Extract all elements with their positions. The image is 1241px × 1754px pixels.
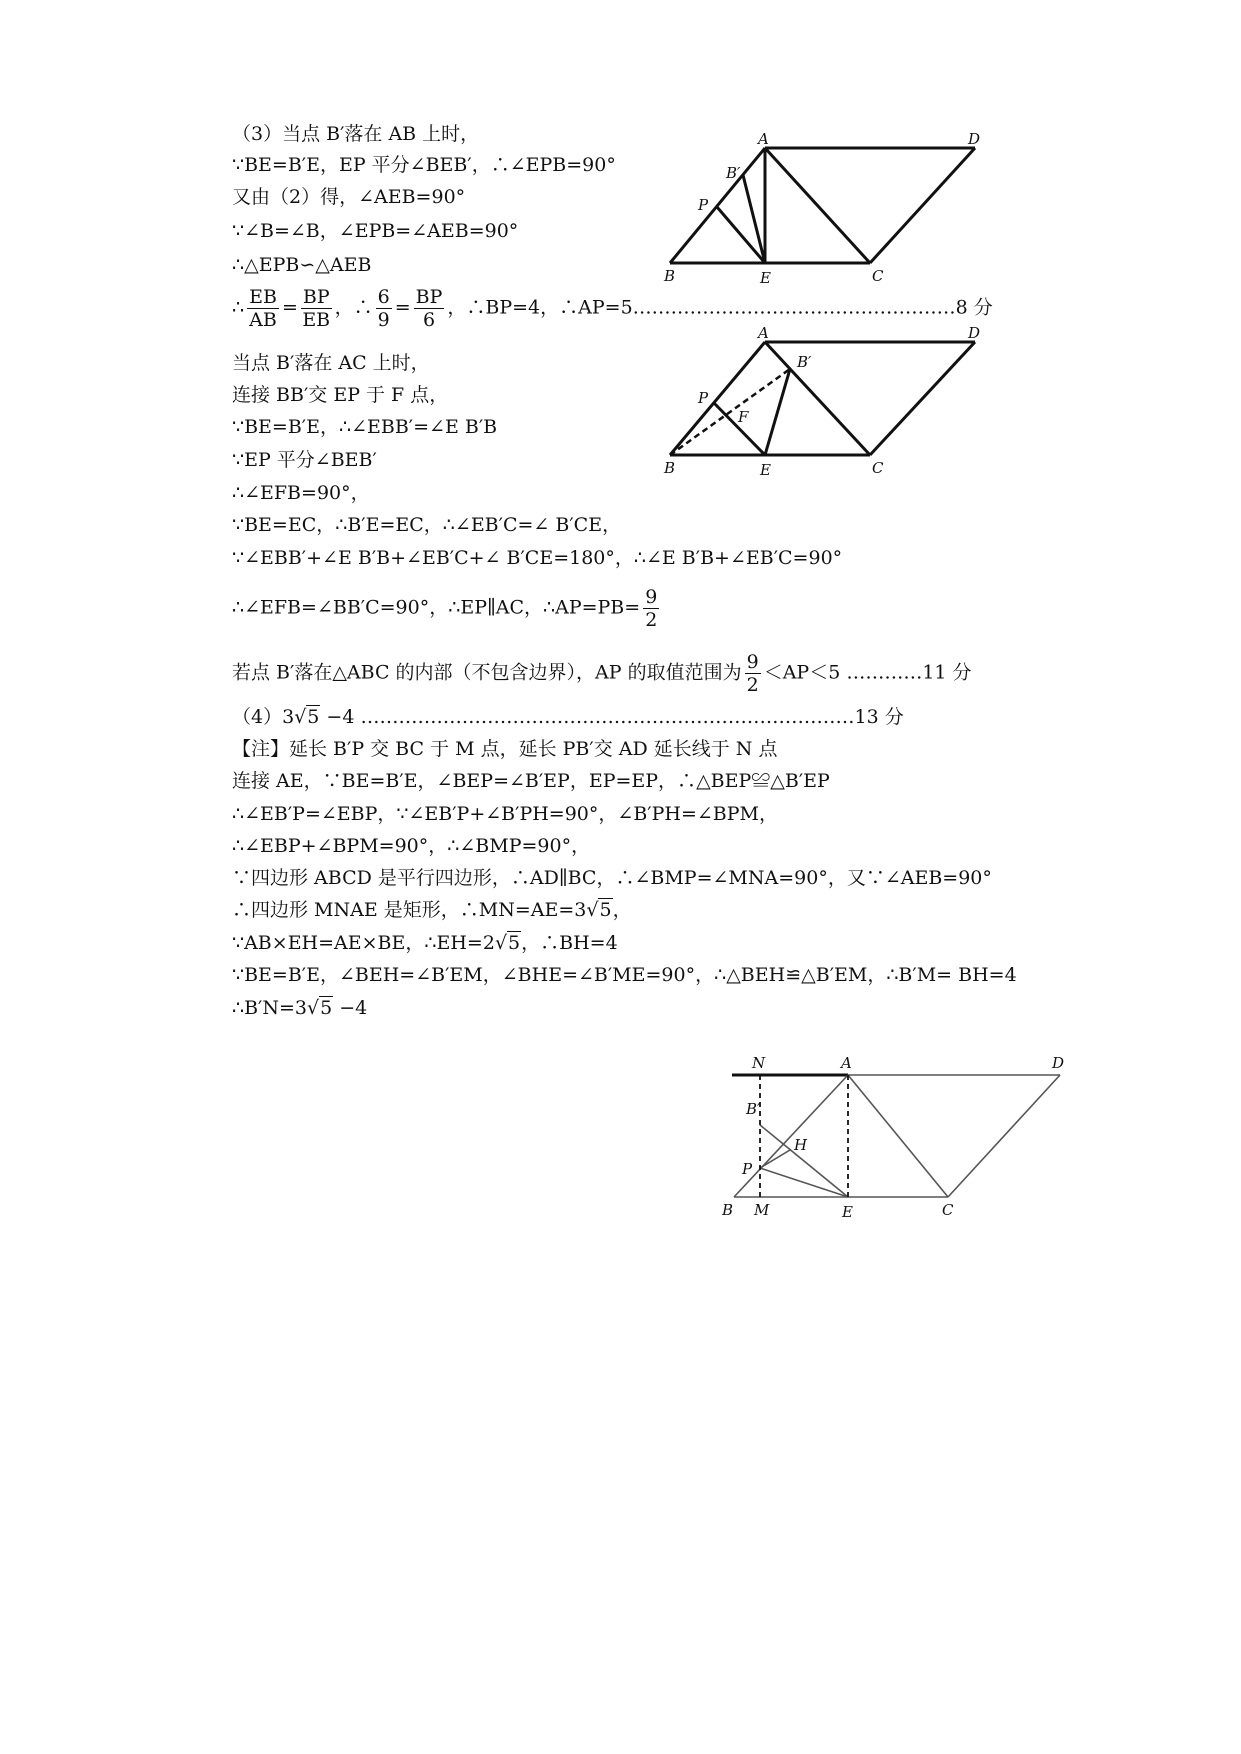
- line-6-mid: ，∴: [334, 296, 373, 319]
- segment-ac: [765, 148, 870, 263]
- line-12: ∵BE=EC，∴B′E=EC，∴∠EB′C=∠ B′CE，: [232, 514, 622, 536]
- line-7: 当点 B′落在 AC 上时，: [232, 352, 430, 374]
- line-25-pre: ∴B′N=3: [232, 997, 307, 1019]
- label-a: A: [758, 130, 769, 148]
- fraction-numerator: 9: [645, 586, 658, 608]
- label-a: A: [841, 1054, 852, 1072]
- figure-3: [720, 1052, 1080, 1222]
- line-23-post: ，∴BH=4: [521, 932, 618, 954]
- label-p: P: [698, 196, 709, 214]
- fraction-denominator: 2: [645, 609, 658, 631]
- label-d: D: [1052, 1054, 1065, 1072]
- line-15-pre: 若点 B′落在△ABC 的内部（不包含边界），AP 的取值范围为: [232, 661, 742, 684]
- label-n: N: [752, 1054, 766, 1072]
- line-25: [232, 996, 367, 1020]
- line-4: ∵∠B=∠B，∠EPB=∠AEB=90°: [232, 220, 519, 242]
- sqrt-sign: √: [494, 932, 508, 954]
- figure-1: [660, 128, 1000, 288]
- fraction-numerator: BP: [415, 286, 443, 308]
- line-6: [232, 286, 993, 331]
- line-25-post: −4: [333, 997, 368, 1019]
- fraction-eb-ab: [247, 286, 279, 331]
- fraction-bp-eb: [301, 286, 332, 331]
- line-16-post: −4 ……………………………………………………………………13 分: [320, 706, 904, 728]
- fraction-numerator: 6: [377, 286, 390, 308]
- line-15: [232, 651, 972, 696]
- line-19: ∴∠EB′P=∠EBP，∵∠EB′P+∠B′PH=90°，∠B′PH=∠BPM，: [232, 803, 778, 825]
- segment-ab: [670, 342, 765, 455]
- line-14: [232, 586, 662, 631]
- radicand: 5: [307, 706, 320, 728]
- line-15-post: ＜AP＜5 …………11 分: [763, 661, 972, 684]
- fraction-denominator: AB: [249, 309, 277, 331]
- line-3: 又由（2）得，∠AEB=90°: [232, 186, 466, 208]
- fraction-numerator: BP: [302, 286, 330, 308]
- label-p: P: [742, 1160, 753, 1178]
- line-9: ∵BE=B′E，∴∠EBB′=∠E B′B: [232, 416, 498, 438]
- fraction-bp-6: [414, 286, 445, 331]
- figure-2: [660, 327, 1000, 487]
- fraction-9-2: [745, 651, 761, 696]
- line-21: ∵四边形 ABCD 是平行四边形，∴AD∥BC，∴∠BMP=∠MNA=90°，又∵∠AEB=90°: [232, 867, 992, 889]
- line-23: [232, 931, 618, 955]
- line-11: ∴∠EFB=90°，: [232, 482, 370, 504]
- label-p: P: [698, 389, 709, 407]
- fraction-numerator: EB: [249, 286, 277, 308]
- label-b-prime: B′: [726, 164, 741, 182]
- fraction-denominator: 6: [422, 309, 436, 331]
- fraction-denominator: EB: [302, 309, 331, 331]
- line-2: ∵BE=B′E，EP 平分∠BEB′，∴∠EPB=90°: [232, 154, 616, 176]
- segment-ac: [848, 1075, 948, 1197]
- line-18: 连接 AE，∵BE=B′E，∠BEP=∠B′EP，EP=EP，∴△BEP≌△B′EP: [232, 770, 830, 792]
- label-b: B: [664, 459, 676, 477]
- label-e: E: [760, 269, 771, 287]
- line-24: ∵BE=B′E，∠BEH=∠B′EM，∠BHE=∠B′ME=90°，∴△BEH≌△B′EM，∴B′M= BH=4: [232, 964, 1017, 986]
- line-23-pre: ∵AB×EH=AE×BE，∴EH=2: [232, 932, 495, 954]
- radicand: 5: [508, 932, 521, 954]
- label-m: M: [754, 1201, 770, 1219]
- line-1: （3）当点 B′落在 AB 上时，: [232, 123, 480, 145]
- sqrt-sign: √: [586, 899, 599, 921]
- line-14-pre: ∴∠EFB=∠BB′C=90°，∴EP∥AC，∴AP=PB=: [232, 596, 641, 619]
- label-a: A: [758, 327, 769, 342]
- line-22-pre: ∴四边形 MNAE 是矩形，∴MN=AE=3: [232, 899, 587, 921]
- label-c: C: [872, 459, 884, 477]
- sqrt-sign: √: [294, 706, 307, 728]
- score-dots-8: ……………………………………………8 分: [632, 296, 993, 319]
- label-c: C: [872, 267, 884, 285]
- line-16: [232, 705, 904, 729]
- line-8: 连接 BB′交 EP 于 F 点，: [232, 384, 449, 406]
- label-c: C: [942, 1201, 954, 1219]
- label-f: F: [738, 408, 749, 426]
- radicand: 5: [599, 899, 612, 921]
- label-b: B: [722, 1201, 734, 1219]
- fraction-9-2: [643, 586, 659, 631]
- fraction-denominator: 9: [377, 309, 390, 331]
- label-b: B: [664, 267, 676, 285]
- fraction-6-9: [376, 286, 392, 331]
- segment-bpe: [765, 369, 790, 455]
- label-h: H: [794, 1136, 808, 1154]
- line-20: ∴∠EBP+∠BPM=90°，∴∠BMP=90°，: [232, 835, 591, 857]
- line-10: ∵EP 平分∠BEB′: [232, 449, 377, 471]
- fraction-numerator: 9: [746, 651, 759, 673]
- label-e: E: [842, 1203, 853, 1221]
- segment-dc: [948, 1075, 1060, 1197]
- segment-pe: [760, 1168, 848, 1197]
- label-d: D: [968, 130, 981, 148]
- line-5: ∴△EPB∽△AEB: [232, 254, 372, 276]
- radicand: 5: [320, 997, 333, 1019]
- line-22-post: ，: [612, 899, 632, 921]
- line-22: [232, 898, 632, 922]
- line-13: ∵∠EBB′+∠E B′B+∠EB′C+∠ B′CE=180°，∴∠E B′B+∠EB′C=90°: [232, 547, 843, 569]
- fraction-denominator: 2: [746, 674, 759, 696]
- label-d: D: [968, 327, 981, 342]
- segment-dc: [870, 342, 975, 455]
- label-e: E: [760, 461, 771, 479]
- line-6-post: ，∴BP=4，∴AP=5: [447, 296, 633, 319]
- sqrt-sign: √: [307, 997, 320, 1019]
- line-17: 【注】延长 B′P 交 BC 于 M 点，延长 PB′交 AD 延长线于 N 点: [232, 738, 778, 760]
- label-b-prime: B′: [746, 1100, 761, 1118]
- label-b-prime: B′: [797, 353, 812, 371]
- line-6-pre: ∴: [232, 296, 245, 319]
- segment-dc: [870, 148, 975, 263]
- line-16-pre: （4）3: [232, 706, 295, 728]
- equals-sign: =: [394, 296, 411, 319]
- equals-sign: =: [281, 296, 298, 319]
